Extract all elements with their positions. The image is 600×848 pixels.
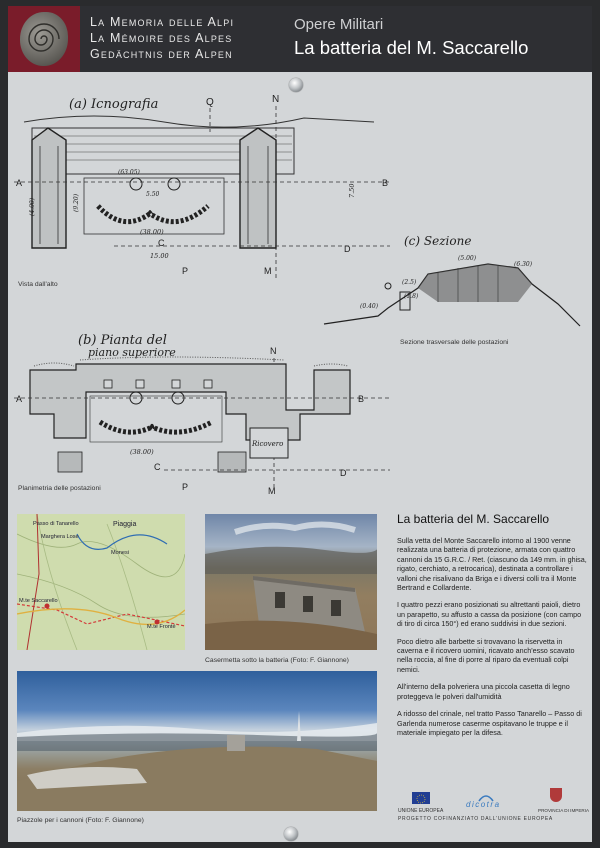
label-m-top: M	[264, 266, 272, 276]
alcotra-label: dicotra	[466, 800, 501, 809]
dim-5-50: 5.50	[146, 191, 160, 198]
eu-flag-icon	[412, 792, 430, 804]
carved-stone-logo-icon	[20, 12, 68, 66]
dim-15: 15.00	[150, 252, 169, 260]
plan-drawing-b	[14, 330, 390, 502]
label-a-b: A	[16, 394, 23, 404]
label-n-b: N	[270, 346, 277, 356]
article-paragraph: I quattro pezzi erano posizionati su altrettanti paioli, dietro un parapetto, su affusto a cassa da posizione (con campo di tiro di circa 150°) ed erano suddivisi in due sezioni.	[397, 600, 582, 629]
dim-2-5: (2.5)	[402, 279, 417, 286]
article	[397, 512, 587, 745]
label-n-top: N	[272, 94, 280, 105]
map-label-monesi: Monesi	[111, 550, 130, 556]
dim-0-40: (0.40)	[360, 303, 379, 310]
article-paragraph: Poco dietro alle barbette si trovavano la riservetta in caverna e il ricovero uomini, ricavato anch'esso scavato nella roccia, al fine di porre al riparo da eventuali colpi nemici.	[397, 636, 575, 674]
topographic-map	[17, 514, 185, 650]
section-drawing-c	[318, 232, 584, 338]
dim-7-50: 7.50	[348, 183, 356, 198]
dim-6-30: (6.30)	[514, 261, 533, 268]
article-paragraph: All'interno della polveriera una piccola casetta di legno proteggeva le polveri dall'umidità	[397, 682, 570, 701]
dim-1-8: (1.8)	[404, 293, 419, 300]
header-bar	[8, 6, 592, 72]
section-title: (c) Sezione	[404, 234, 472, 248]
label-c-top: C	[158, 238, 165, 248]
label-q: Q	[206, 97, 214, 108]
map-label-marghera: Marghera Lose	[41, 534, 79, 540]
plan-b-title-1: (b) Pianta del	[78, 333, 167, 348]
plan-b-title-2: piano superiore	[88, 346, 176, 359]
map-label-fronte: M.te Fronté	[147, 624, 176, 630]
label-a-top: A	[16, 178, 23, 188]
article-heading: La batteria del M. Saccarello	[397, 512, 550, 526]
map-label-tanarello: Passo di Tanarello	[33, 521, 79, 527]
caption-plan-b: Planimetria delle postazioni	[18, 485, 101, 492]
org-line-it: La Memoria delle Alpi	[90, 15, 235, 29]
panorama-photo	[17, 671, 377, 811]
dim-5-00: (5.00)	[458, 255, 477, 262]
dim-38-b: (38.00)	[130, 448, 154, 456]
caption-panorama: Piazzole per i cannoni (Foto: F. Giannone)	[17, 817, 144, 824]
caption-section: Sezione trasversale delle postazioni	[400, 339, 509, 346]
article-paragraph: Sulla vetta del Monte Saccarello intorno al 1900 venne realizzata una batteria di protezione, armata con quattro cannoni da 15 G.R.C. / Ret. (ciascuno da 149 mm. in ghisa, rigato, cerchiato, a retrocarica), destinata a controllare i valloni che risalivano da Briga e i diversi colli tra il Monte Bertrand e Collardente.	[397, 536, 587, 593]
caption-plan-a: Vista dall'alto	[18, 281, 58, 288]
dim-38-top: (38.00)	[140, 228, 164, 236]
label-p-top: P	[182, 266, 189, 276]
footer-logos	[398, 788, 590, 824]
label-c-b: C	[154, 462, 161, 472]
province-label: PROVINCIA DI IMPERIA	[538, 808, 590, 813]
label-b-b: B	[358, 394, 365, 404]
label-d-top: D	[344, 244, 351, 254]
page-title: La batteria del M. Saccarello	[294, 37, 529, 58]
dim-9-20: (9.20)	[73, 193, 80, 212]
org-line-fr: La Mémoire des Alpes	[90, 31, 233, 45]
eu-label: UNIONE EUROPEA	[398, 808, 444, 814]
label-b-top: B	[382, 178, 389, 188]
map-label-saccarello: M.te Saccarello	[19, 598, 58, 604]
label-p-b: P	[182, 482, 189, 492]
logo	[8, 6, 80, 72]
organization-names	[90, 14, 234, 62]
cofinance-label: PROGETTO COFINANZIATO DALL'UNIONE EUROPEA	[398, 816, 553, 822]
org-line-de: Gedächtnis der Alpen	[90, 47, 233, 61]
ricovero-label: Ricovero	[252, 440, 284, 448]
label-d-b: D	[340, 468, 347, 478]
section-subtitle: Opere Militari	[294, 16, 384, 33]
plan-a-title: (a) Icnografia	[69, 97, 159, 112]
caption-barracks: Casermetta sotto la batteria (Foto: F. Giannone)	[205, 657, 349, 664]
alcotra-wave-icon	[478, 790, 494, 800]
barracks-photo	[205, 514, 377, 650]
dim-4: (4.00)	[29, 197, 36, 216]
province-crest-icon	[550, 788, 562, 802]
article-paragraph: A ridosso del crinale, nel tratto Passo Tanarello – Passo di Garlenda numerose caserme ospitavano le truppe e il materiale impiegato per la difesa.	[397, 709, 582, 737]
dim-63: (63.05)	[118, 169, 140, 176]
label-m-b: M	[268, 486, 276, 496]
screw-bottom-icon	[284, 827, 298, 841]
map-label-piaggia: Piaggia	[113, 521, 137, 528]
